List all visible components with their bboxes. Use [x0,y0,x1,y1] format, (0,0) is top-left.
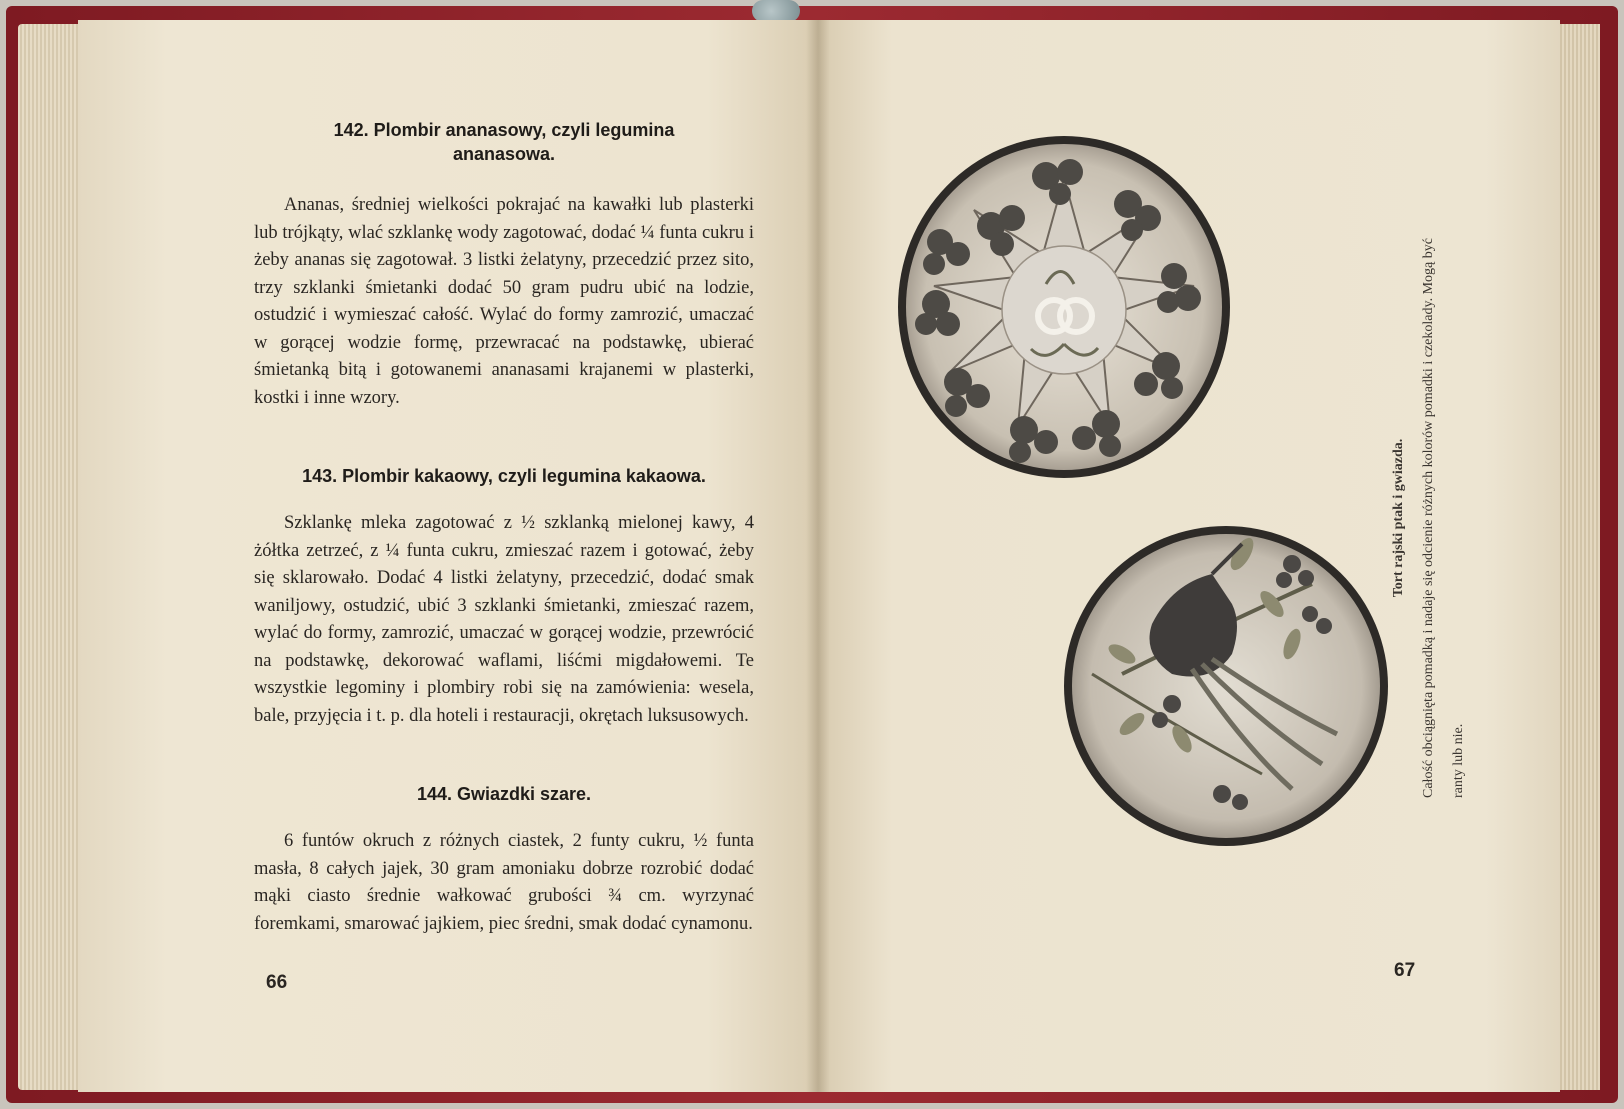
illustration-caption [1384,238,1474,798]
book-gutter [806,20,830,1092]
page-edges-right [1558,24,1600,1090]
recipe-142-title-line2: ananasowa. [452,144,556,164]
bird-cake-image [1062,524,1390,848]
recipe-143-body: Szklankę mleka zagotować z ½ szklanką mielonej kawy, 4 żółtka zetrzeć, z ¼ funta cukru, zmieszać razem i gotować, żeby się sklarowało. Dodać 4 listki żelatyny, przecedzić, dodać smak waniljowy, ostudzić, ubić 3 szklanki śmietanki, zmieszać razem, wylać do formy, zamrozić, umaczać w gorącej wodzie, przewrócić na podstawkę, dekorować waflami, liśćmi migdałowemi. Te wszystkie legominy i plombiry robi się na zamówienia: wesela, bale, przyjęcia i t. p. dla hoteli i restauracji, okrętach luksusowych. [254,513,754,726]
page-edges-left [18,24,80,1090]
recipe-143 [254,464,754,730]
page-number-right: 67 [1394,960,1416,981]
recipe-144-body: 6 funtów okruch z różnych ciastek, 2 funty cukru, ½ funta masła, 8 całych jajek, 30 gram amoniaku dobrze rozrobić dodać mąki ciasto średnie wałkować grubości ¾ cm. wyrzynać foremkami, smarować jajkiem, piec średni, smak dodać cynamonu. [254,831,754,934]
recipe-143-title: 143. Plombir kakaowy, czyli legumina kakaowa. [302,466,706,486]
recipe-142-title [254,118,754,166]
recipe-142-body: Ananas, średniej wielkości pokrajać na kawałki lub plasterki lub trójkąty, wlać szklankę wody zagotować, dodać ¼ funta cukru i żeby ananas się zagotował. 3 listki żelatyny, przecedzić przez sito, trzy szklanki śmietanki dodać 50 gram pudru ubić na lodzie, ostudzić i wymieszać całość. Wylać do formy zamrozić, umaczać w gorącej wodzie formę, przewracać na podstawkę, ubierać śmietanką bitą i gotowanemi ananasami krajanemi w plasterki, kostki i inne wzory. [254,195,754,408]
caption-title: Tort rajski ptak i gwiazda. [1391,438,1406,598]
recipe-144 [254,782,754,938]
page-number-left: 66 [266,972,288,993]
recipe-142 [254,118,754,412]
star-cake-image [896,134,1232,480]
bookmark-ribbon [752,0,800,22]
caption-body: Całość obciągnięta pomadką i nadaje się odcienie różnych kolorów pomadki i czekolady. Mogą być ranty lub nie. [1421,238,1466,798]
recipe-142-title-line1: 142. Plombir ananasowy, czyli legumina [333,120,675,140]
recipe-144-title: 144. Gwiazdki szare. [416,784,592,804]
